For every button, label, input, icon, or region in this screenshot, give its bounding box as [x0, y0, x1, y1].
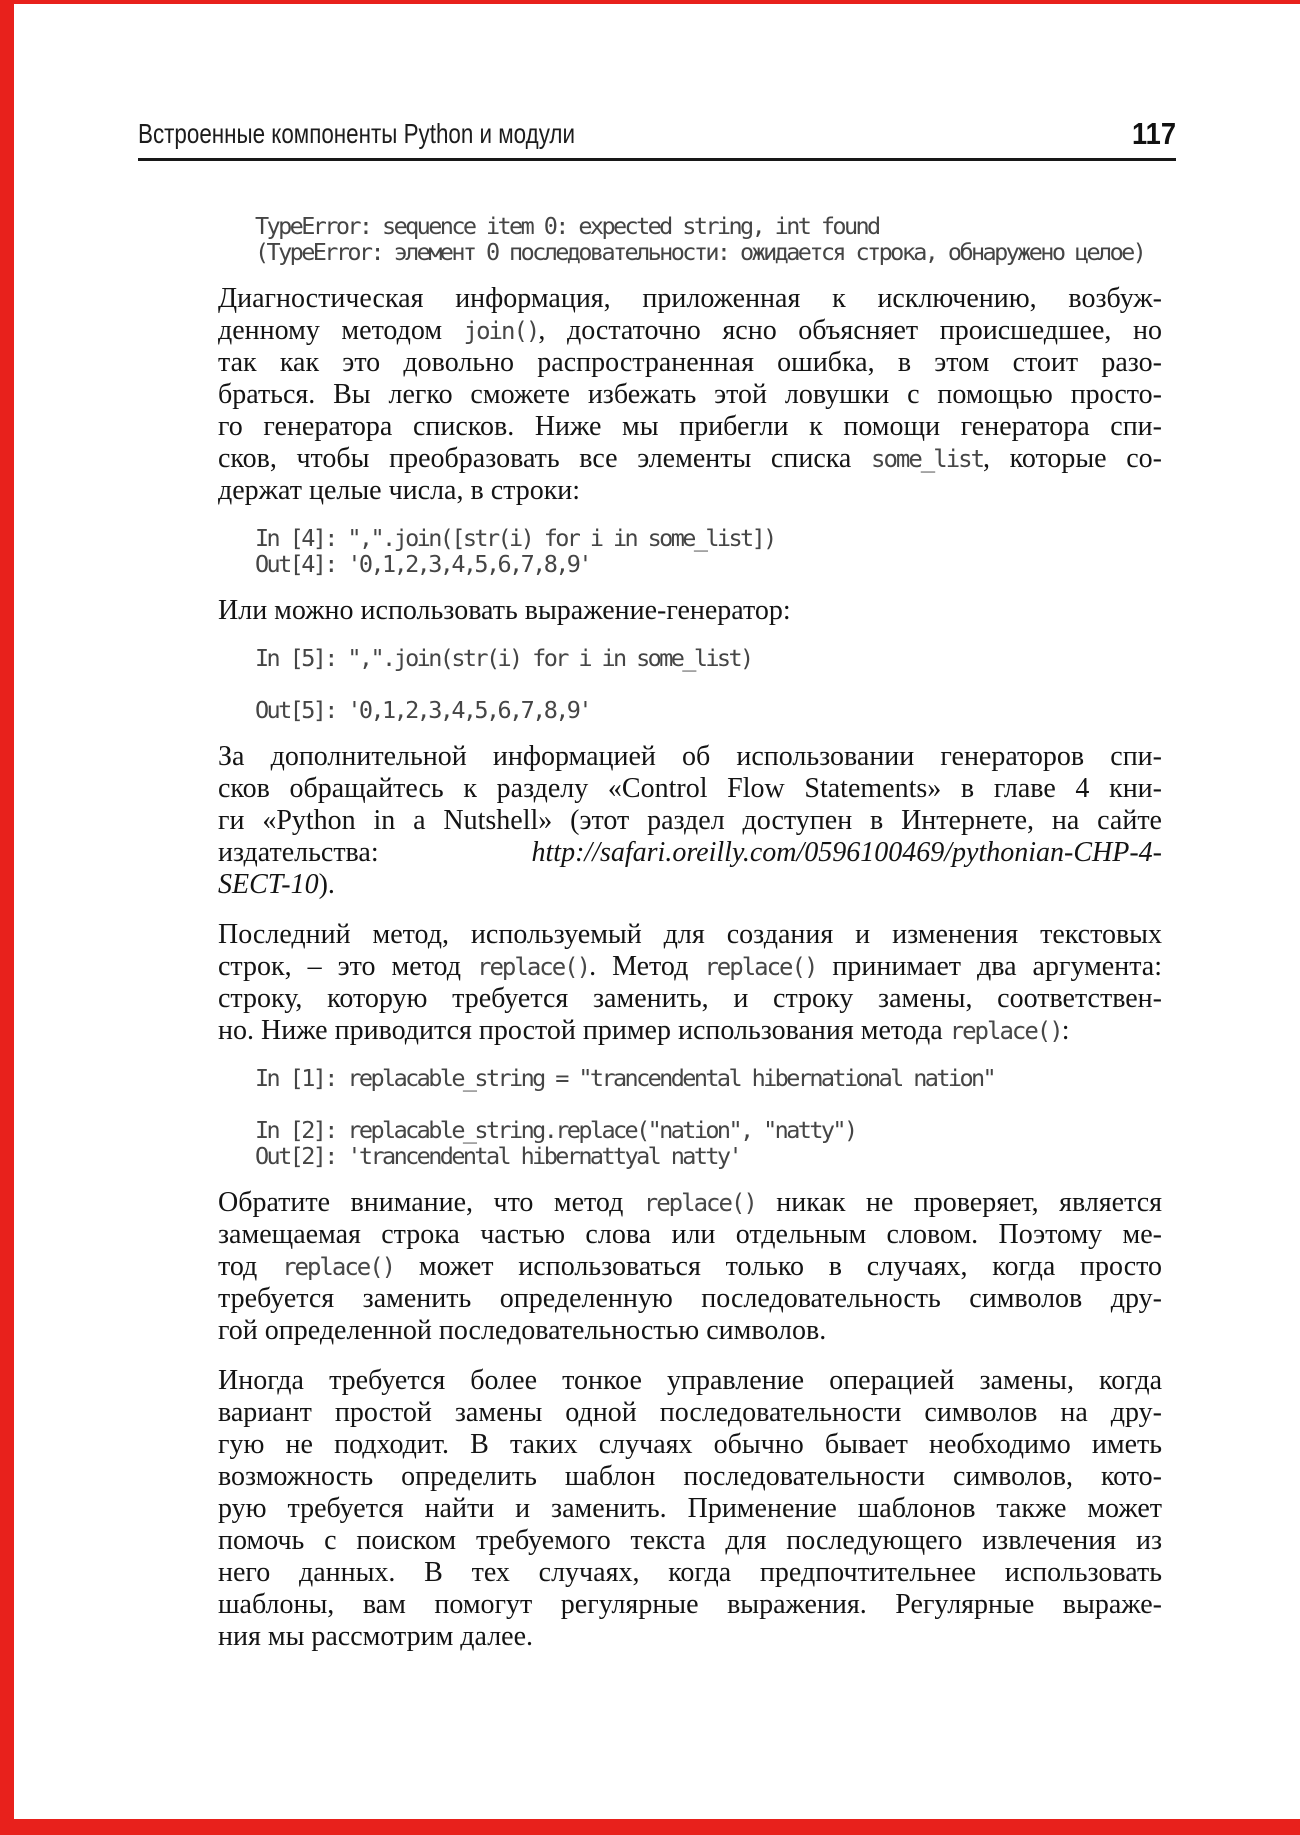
text-line: Диагностическая информация, приложенная к исключению, возбуж-	[218, 283, 1162, 314]
text-line: держат целые числа, в строки:	[218, 475, 581, 506]
code-line: (TypeError: элемент 0 последовательности: ожидается строка, обнаружено целое)	[255, 238, 1145, 266]
text-line: него данных. В тех случаях, когда предпочтительнее использовать	[218, 1557, 1162, 1588]
header-rule	[138, 158, 1176, 161]
paragraph	[218, 283, 1162, 507]
code-block	[255, 525, 1162, 577]
text-line: гой определенной последовательностью символов.	[218, 1315, 827, 1346]
paragraph	[218, 741, 1162, 901]
italic-url-text: http://safari.oreilly.com/0596100469/pythonian-CHP-4-	[531, 837, 1162, 868]
code-line: In [4]: ",".join([str(i) for i in some_list])	[255, 524, 775, 552]
paragraph	[218, 1365, 1162, 1653]
code-line: In [2]: replacable_string.replace("nation", "natty")	[255, 1116, 856, 1144]
text-line: SECT-10).	[218, 869, 335, 900]
text-line: Или можно использовать выражение-генератор:	[218, 595, 791, 626]
cover-edge-bottom	[0, 1819, 1300, 1835]
text-line: помочь с поиском требуемого текста для последующего извлечения из	[218, 1525, 1162, 1556]
page-body	[218, 213, 1162, 1653]
italic-url-text: SECT-10	[218, 869, 319, 900]
cover-edge-left	[0, 0, 14, 1835]
code-line: Out[5]: '0,1,2,3,4,5,6,7,8,9'	[255, 696, 590, 724]
text-line: Иногда требуется более тонкое управление операцией замены, когда	[218, 1365, 1162, 1396]
text-line: вариант простой замены одной последовательности символов на дру-	[218, 1397, 1162, 1428]
text-line: но. Ниже приводится простой пример использования метода replace():	[218, 1015, 1070, 1046]
inline-code: replace()	[949, 1017, 1062, 1045]
text-line: За дополнительной информацией об использовании генераторов спи-	[218, 741, 1162, 772]
text-line: тод replace() может использоваться только в случаях, когда просто	[218, 1251, 1162, 1282]
code-line: TypeError: sequence item 0: expected string, int found	[255, 212, 879, 240]
text-line: гую не подходит. В таких случаях обычно бывает необходимо иметь	[218, 1429, 1162, 1460]
cover-edge-top	[14, 0, 1300, 4]
code-block	[255, 213, 1162, 265]
text-line: Последний метод, используемый для создания и изменения текстовых	[218, 919, 1162, 950]
inline-code: replace()	[282, 1253, 395, 1281]
page-number: 117	[1131, 116, 1176, 151]
code-line: Out[2]: 'trancendental hibernattyal natty'	[255, 1142, 741, 1170]
text-line: Обратите внимание, что метод replace() никак не проверяет, является	[218, 1187, 1162, 1218]
inline-code: some_list	[871, 445, 984, 473]
paragraph	[218, 595, 1162, 627]
inline-code: replace()	[704, 953, 817, 981]
text-line: ги «Python in a Nutshell» (этот раздел доступен в Интернете, на сайте	[218, 805, 1162, 836]
code-line: In [5]: ",".join(str(i) for i in some_list)	[255, 644, 752, 672]
text-line: денному методом join(), достаточно ясно объясняет происшедшее, но	[218, 315, 1162, 346]
text-line: ния мы рассмотрим далее.	[218, 1621, 534, 1652]
text-line: сков, чтобы преобразовать все элементы списка some_list, которые со-	[218, 443, 1162, 474]
page-header	[138, 118, 1176, 149]
text-line: замещаемая строка частью слова или отдельным словом. Поэтому ме-	[218, 1219, 1162, 1250]
inline-code: replace()	[643, 1189, 756, 1217]
text-line: требуется заменить определенную последовательность символов дру-	[218, 1283, 1162, 1314]
inline-code: replace()	[477, 953, 590, 981]
text-line: издательства: http://safari.oreilly.com/0596100469/pythonian-CHP-4-	[218, 837, 1162, 868]
inline-code: join()	[463, 317, 539, 345]
code-block	[255, 645, 1162, 723]
code-block	[255, 1065, 1162, 1169]
text-line: рую требуется найти и заменить. Применение шаблонов также может	[218, 1493, 1162, 1524]
text-line: так как это довольно распространенная ошибка, в этом стоит разо-	[218, 347, 1162, 378]
running-title: Встроенные компоненты Python и модули	[138, 118, 575, 149]
paragraph	[218, 1187, 1162, 1347]
code-line: Out[4]: '0,1,2,3,4,5,6,7,8,9'	[255, 550, 590, 578]
text-line: шаблоны, вам помогут регулярные выражения. Регулярные выраже-	[218, 1589, 1162, 1620]
text-line: возможность определить шаблон последовательности символов, кото-	[218, 1461, 1162, 1492]
code-line: In [1]: replacable_string = "trancendental hibernational nation"	[255, 1064, 995, 1092]
paragraph	[218, 919, 1162, 1047]
text-line: строк, – это метод replace(). Метод replace() принимает два аргумента:	[218, 951, 1162, 982]
code-line	[255, 671, 1162, 697]
text-line: строку, которую требуется заменить, и строку замены, соответствен-	[218, 983, 1162, 1014]
text-line: браться. Вы легко сможете избежать этой ловушки с помощью просто-	[218, 379, 1162, 410]
text-line: сков обращайтесь к разделу «Control Flow Statements» в главе 4 кни-	[218, 773, 1162, 804]
text-line: го генератора списков. Ниже мы прибегли к помощи генератора спи-	[218, 411, 1162, 442]
code-line	[255, 1091, 1162, 1117]
